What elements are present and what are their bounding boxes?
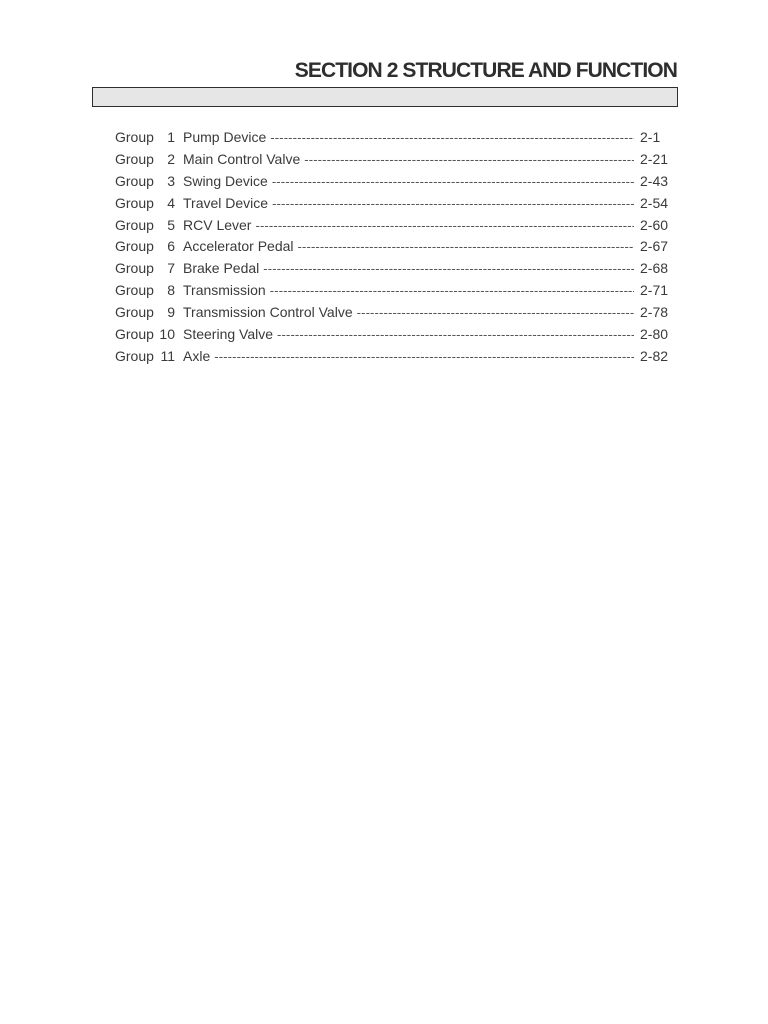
toc-leader-dashes bbox=[214, 346, 634, 368]
toc-page-number: 2-1 bbox=[640, 129, 661, 145]
toc-group-label: Group bbox=[115, 172, 154, 189]
toc-leader-dashes bbox=[277, 324, 634, 346]
toc-group-number: 4 bbox=[167, 194, 175, 211]
toc-leader-dashes bbox=[255, 215, 634, 237]
toc-row[interactable] bbox=[115, 258, 670, 280]
toc-group-number: 1 bbox=[167, 129, 175, 145]
toc-page-number: 2-43 bbox=[640, 172, 669, 189]
toc-group-number: 2 bbox=[167, 150, 175, 167]
toc-page-number: 2-21 bbox=[640, 150, 669, 167]
toc-title: Main Control Valve bbox=[183, 150, 301, 167]
toc-title: Steering Valve bbox=[183, 326, 274, 343]
toc-leader-dashes bbox=[304, 149, 634, 171]
toc-group-number: 9 bbox=[167, 304, 175, 321]
toc-group-number: 11 bbox=[160, 347, 175, 364]
toc-page-number: 2-78 bbox=[640, 304, 669, 321]
toc-group-number: 3 bbox=[167, 172, 175, 189]
toc-row[interactable] bbox=[115, 193, 670, 215]
toc-row[interactable] bbox=[115, 346, 670, 368]
toc-group-label: Group bbox=[115, 260, 154, 277]
toc-row[interactable] bbox=[115, 236, 670, 258]
toc-group-label: Group bbox=[115, 326, 154, 343]
toc-group-number: 7 bbox=[167, 260, 175, 277]
toc-row[interactable] bbox=[115, 302, 670, 324]
toc-group-label: Group bbox=[115, 347, 154, 364]
toc-page-number: 2-67 bbox=[640, 238, 669, 255]
toc-title: Pump Device bbox=[183, 129, 267, 145]
toc-group-label: Group bbox=[115, 194, 154, 211]
toc-title: Travel Device bbox=[183, 194, 269, 211]
toc-page-number: 2-60 bbox=[640, 216, 669, 233]
toc-group-label: Group bbox=[115, 238, 154, 255]
toc-leader-dashes bbox=[357, 302, 634, 324]
toc-group-label: Group bbox=[115, 129, 154, 145]
section-title: SECTION 2 STRUCTURE AND FUNCTION bbox=[294, 59, 677, 82]
toc-title: Swing Device bbox=[183, 172, 268, 189]
toc-group-label: Group bbox=[115, 150, 154, 167]
toc-group-label: Group bbox=[115, 282, 154, 299]
table-of-contents bbox=[115, 127, 670, 368]
toc-title: Transmission bbox=[183, 282, 266, 299]
toc-leader-dashes bbox=[272, 171, 634, 193]
toc-leader-dashes bbox=[270, 280, 634, 302]
toc-group-number: 6 bbox=[167, 238, 175, 255]
toc-row[interactable] bbox=[115, 171, 670, 193]
toc-group-number: 10 bbox=[159, 326, 175, 343]
toc-row[interactable] bbox=[115, 280, 670, 302]
toc-page-number: 2-68 bbox=[640, 260, 669, 277]
toc-leader-dashes bbox=[272, 193, 634, 215]
toc-group-number: 8 bbox=[167, 282, 175, 299]
toc-row[interactable] bbox=[115, 324, 670, 346]
toc-row[interactable] bbox=[115, 149, 670, 171]
toc-title: Accelerator Pedal bbox=[183, 238, 294, 255]
toc-title: Axle bbox=[183, 347, 211, 364]
toc-group-label: Group bbox=[115, 216, 154, 233]
toc-leader-dashes bbox=[270, 127, 634, 149]
toc-title: Brake Pedal bbox=[183, 260, 260, 277]
toc-title: RCV Lever bbox=[183, 216, 252, 233]
section-title-bar bbox=[92, 87, 678, 107]
toc-row[interactable] bbox=[115, 215, 670, 237]
toc-leader-dashes bbox=[263, 258, 634, 280]
toc-group-number: 5 bbox=[167, 216, 175, 233]
toc-row[interactable] bbox=[115, 127, 670, 149]
toc-leader-dashes bbox=[298, 236, 634, 258]
toc-page-number: 2-54 bbox=[640, 194, 669, 211]
toc-group-label: Group bbox=[115, 304, 154, 321]
toc-title: Transmission Control Valve bbox=[183, 304, 353, 321]
toc-page-number: 2-80 bbox=[640, 326, 669, 343]
toc-page-number: 2-71 bbox=[640, 282, 669, 299]
toc-page-number: 2-82 bbox=[640, 347, 669, 364]
